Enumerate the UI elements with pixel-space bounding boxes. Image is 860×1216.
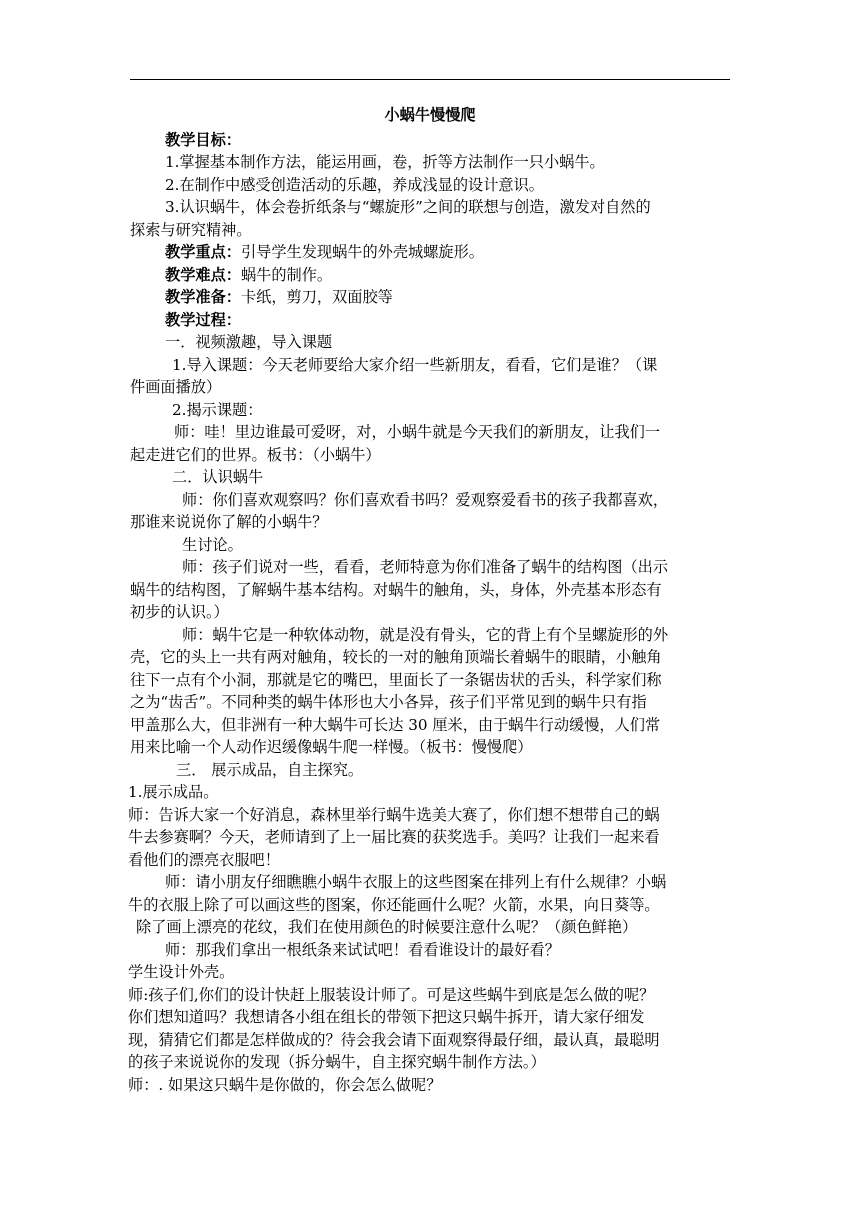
- section-3-para-2-line-2: 牛的衣服上除了可以画这些的图案，你还能画什么呢？火箭，水果，向日葵等。: [128, 895, 660, 914]
- section-3-para-4-line-2: 你们想知道吗？我想请各小组在组长的带领下把这只蜗牛拆开，请大家仔细发: [128, 1008, 645, 1026]
- objectives-heading: 教学目标：: [165, 130, 241, 149]
- key-point: [130, 241, 730, 264]
- section-2-para-3-line-1: 师：蜗牛它是一种软体动物，就是没有骨头，它的背上有个呈螺旋形的外: [182, 625, 668, 644]
- section-3-para-1-line-2: 牛去参赛啊？今天，老师请到了上一届比赛的获奖选手。美吗？让我们一起来看: [128, 828, 660, 846]
- preparation-text: 卡纸，剪刀，双面胶等: [240, 288, 393, 306]
- section-3-student-design: 学生设计外壳。: [128, 963, 235, 981]
- difficulty: [130, 264, 730, 287]
- document-title: 小蜗牛慢慢爬: [384, 106, 476, 124]
- section-3-para-4-line-3: 现，猜猜它们都是怎样做成的？待会我会请下面观察得最仔细，最认真，最聪明: [128, 1030, 660, 1049]
- section-1-para-line-2: 起走进它们的世界。板书：（小蜗牛）: [130, 445, 381, 464]
- section-3-para-4-line-1: 师:孩子们,你们的设计快赶上服装设计师了。可是这些蜗牛到底是怎么做的呢？: [128, 985, 655, 1004]
- header-rule: [130, 79, 730, 80]
- section-3-para-3: 师：那我们拿出一根纸条来试试吧！看看谁设计的最好看？: [165, 940, 560, 959]
- section-2-para-2-line-1: 师：孩子们说对一些，看看，老师特意为你们准备了蜗牛的结构图（出示: [182, 558, 668, 576]
- section-2-para-3-line-6: 用来比喻一个人动作迟缓像蜗牛爬一样慢。（板书：慢慢爬）: [130, 738, 533, 756]
- section-3-para-1-line-1: 师：告诉大家一个好消息，森林里举行蜗牛选美大赛了，你们想不想带自己的蜗: [128, 805, 660, 824]
- section-2-para-1-line-1: 师：你们喜欢观察吗？你们喜欢看书吗？爱观察爱看书的孩子我都喜欢，: [182, 490, 668, 509]
- section-1-heading: 一．视频激趣，导入课题: [165, 333, 333, 351]
- section-3-heading: 三． 展示成品，自主探究。: [176, 760, 364, 779]
- section-1-item-2: 2.揭示课题：: [172, 400, 263, 419]
- process-heading: 教学过程：: [165, 310, 241, 329]
- section-1-item-1-line-1: 1.导入课题：今天老师要给大家介绍一些新朋友，看看，它们是谁？（课: [172, 355, 658, 374]
- section-2-discussion: 生讨论。: [182, 535, 243, 554]
- section-1-para-line-1: 师：哇！里边谁最可爱呀，对，小蜗牛就是今天我们的新朋友，让我们一: [174, 423, 660, 441]
- objective-1: 1.掌握基本制作方法，能运用画，卷，折等方法制作一只小蜗牛。: [165, 153, 605, 171]
- key-point-text: 引导学生发现蜗牛的外壳城螺旋形。: [240, 243, 484, 261]
- section-3-para-4-line-4: 的孩子来说说你的发现（拆分蜗牛，自主探究蜗牛制作方法。）: [128, 1053, 546, 1071]
- section-1-item-1-line-2: 件画面播放）: [130, 378, 222, 396]
- preparation-label: 教学准备：: [165, 288, 241, 306]
- section-3-item-1: 1.展示成品。: [128, 783, 219, 801]
- section-2-para-3-line-3: 往下一点有个小洞，那就是它的嘴巴，里面长了一条锯齿状的舌头，科学家们称: [130, 670, 662, 689]
- section-2-para-3-line-2: 壳，它的头上一共有两对触角，较长的一对的触角顶端长着蜗牛的眼睛，小触角: [130, 648, 662, 666]
- preparation: [130, 286, 730, 309]
- section-2-para-2-line-3: 初步的认识。）: [130, 603, 229, 621]
- section-2-para-3-line-5: 甲盖那么大，但非洲有一种大蜗牛可长达 30 厘米，由于蜗牛行动缓慢，人们常: [130, 715, 661, 734]
- key-point-label: 教学重点：: [165, 243, 241, 261]
- objective-3-line-1: 3.认识蜗牛，体会卷折纸条与“螺旋形”之间的联想与创造，激发对自然的: [165, 198, 651, 216]
- section-3-para-2-line-1: 师：请小朋友仔细瞧瞧小蜗牛衣服上的这些图案在排列上有什么规律？小蜗: [165, 873, 667, 891]
- section-3-question: 师：. 如果这只蜗牛是你做的，你会怎么做呢？: [128, 1075, 442, 1094]
- section-3-para-2-line-3: 除了画上漂亮的花纹，我们在使用颜色的时候要注意什么呢？（颜色鲜艳）: [136, 918, 638, 936]
- document-body: [130, 104, 730, 1096]
- difficulty-label: 教学难点：: [165, 265, 241, 284]
- section-3-para-1-line-3: 看他们的漂亮衣服吧！: [128, 850, 280, 869]
- difficulty-text: 蜗牛的制作。: [240, 265, 333, 284]
- objective-2: 2.在制作中感受创造活动的乐趣，养成浅显的设计意识。: [165, 175, 544, 194]
- section-2-heading: 二．认识蜗牛: [172, 468, 264, 486]
- section-2-para-1-line-2: 那谁来说说你了解的小蜗牛？: [130, 513, 328, 531]
- section-2-para-2-line-2: 蜗牛的结构图，了解蜗牛基本结构。对蜗牛的触角，头，身体，外壳基本形态有: [130, 580, 662, 599]
- objective-3-line-2: 探索与研究精神。: [130, 220, 252, 239]
- section-2-para-3-line-4: 之为“齿舌”。不同种类的蜗牛体形也大小各异，孩子们平常见到的蜗牛只有指: [130, 693, 647, 711]
